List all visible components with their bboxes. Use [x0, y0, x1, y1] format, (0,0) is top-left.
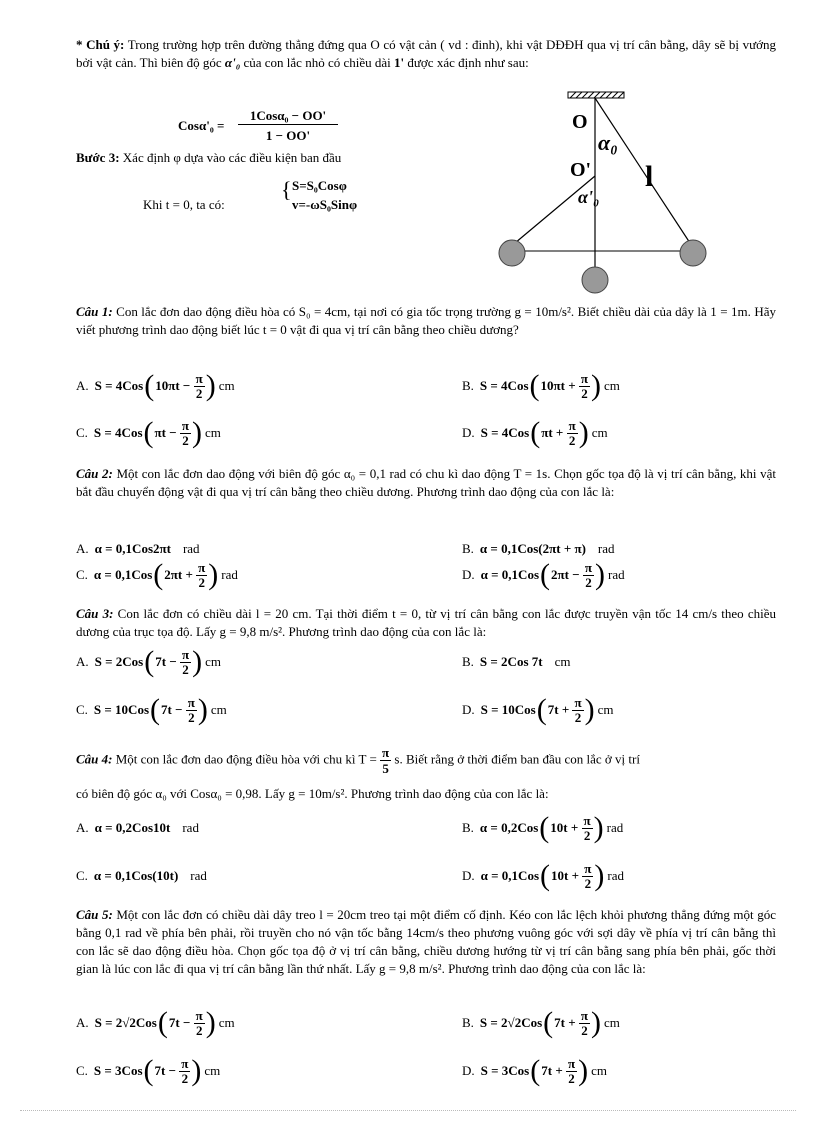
question-4-option-c[interactable] [76, 858, 207, 894]
option-expression: S = 10Cos [93, 702, 150, 717]
option-letter: C. [76, 425, 88, 440]
fraction-numerator: π [181, 646, 190, 662]
option-letter: A. [76, 541, 89, 556]
fraction-numerator: π [187, 694, 195, 710]
initial-eq1: S=S₀Cosφ [292, 178, 347, 193]
fraction-denominator: 2 [195, 385, 203, 401]
question-1-option-c[interactable] [76, 415, 221, 451]
option-inner: πt − [154, 425, 180, 440]
fraction-numerator: π [567, 1055, 576, 1071]
paren-close: ) [595, 558, 605, 591]
fraction-numerator: π [584, 860, 592, 876]
paren-open: ( [540, 859, 551, 892]
step3-text: Xác định φ dựa vào các điều kiện ban đầu [122, 150, 342, 165]
option-letter: D. [462, 425, 475, 440]
fraction-denominator: 2 [585, 574, 592, 590]
option-unit: cm [204, 1063, 221, 1078]
fraction-numerator: π [181, 1055, 189, 1071]
option-expression: S = 10Cos [480, 702, 536, 717]
question-3-text [76, 605, 776, 641]
question-5-option-d[interactable] [462, 1053, 607, 1089]
note-lead: * Chú ý: [76, 37, 125, 52]
option-expression: S = 2√2Cos [94, 1015, 157, 1030]
paren-close: ) [192, 416, 202, 449]
option-fraction [572, 696, 583, 725]
option-unit: cm [210, 702, 227, 717]
option-unit: rad [182, 820, 199, 835]
option-expression: S = 3Cos [480, 1063, 530, 1078]
fraction-numerator: π [195, 370, 203, 386]
initial-eq2: v=-ωS₀Sinφ [292, 197, 358, 212]
question-1-option-d[interactable] [462, 415, 608, 451]
pendulum-diagram [490, 88, 730, 298]
label-alpha0: α₀ [598, 130, 618, 155]
paren-open: ( [529, 369, 540, 402]
question-5-label: Câu 5: [76, 907, 113, 922]
option-unit: cm [591, 425, 608, 440]
paren-close: ) [197, 693, 208, 726]
option-letter: C. [76, 702, 88, 717]
note-paragraph [76, 36, 776, 72]
option-expression: α = 0,1Cos [480, 868, 540, 883]
question-3-option-d[interactable] [462, 692, 614, 728]
paren-open: ( [530, 416, 541, 449]
option-expression: α = 0,2Cos10t [94, 820, 171, 835]
fraction-denominator: 2 [195, 1022, 203, 1038]
question-3-option-b[interactable] [462, 644, 570, 680]
paren-open: ( [143, 1054, 154, 1087]
fraction-numerator: π [574, 694, 582, 710]
option-letter: D. [462, 1063, 475, 1078]
question-4-label: Câu 4: [76, 751, 113, 767]
question-5-body: Một con lắc đơn có chiều dài dây treo l = 20cm treo tại một điểm cố định. Kéo con lắc lệch khỏi phương thẳng đứng một góc bằng 0,1 rad về phía bên phải, rồi truyền cho nó vận tốc bằng 14cm/s theo phương vuông góc với sợi dây về phía vị trí cân bằng thì con lắc sẽ dao động điều hòa. Chọn gốc tọa độ ở vị trí cân bằng, chiều dương hướng từ vị trí cân bằng sang phía bên phải, gốc thời gian là lúc con lắc đi qua vị trí cân bằng lần thứ nhất. Lấy g = 9,8 m/s². Phương trình dao động của con lắc là: [76, 907, 776, 976]
initial-text: Khi t = 0, ta có: [143, 197, 225, 212]
option-unit: cm [205, 425, 221, 440]
label-alpha0-prime: α'₀ [578, 187, 600, 207]
paren-close: ) [578, 1054, 589, 1087]
question-2-option-c[interactable] [76, 557, 238, 593]
option-fraction [582, 862, 593, 891]
option-fraction [196, 561, 207, 590]
long-string [595, 98, 690, 243]
option-expression: α = 0,2Cos [479, 820, 539, 835]
fraction-numerator: π [195, 1007, 203, 1023]
option-unit: cm [218, 1015, 235, 1030]
option-expression: S = 2Cos [94, 654, 144, 669]
fraction-numerator: π [580, 1007, 589, 1023]
option-unit: rad [606, 820, 624, 835]
label-l: l [645, 160, 654, 193]
option-unit: rad [597, 541, 615, 556]
option-unit: rad [607, 868, 624, 883]
fraction-denominator: 2 [182, 661, 189, 677]
cos-formula-lhs: Cosα'₀ = [178, 118, 225, 133]
fraction-denominator: 2 [581, 1022, 588, 1038]
note-text-c: được xác định như sau: [407, 55, 529, 70]
question-1-label: Câu 1: [76, 304, 113, 319]
cos-formula-numerator: 1Cosα₀ − OO' [238, 108, 338, 125]
paren-close: ) [208, 558, 219, 591]
option-unit: cm [205, 654, 221, 669]
option-unit: rad [190, 868, 207, 883]
option-expression: α = 0,1Cos [480, 567, 540, 582]
question-4-text-a: Một con lắc đơn dao động điều hòa với chu kì T = [115, 751, 377, 767]
option-inner: 7t − [155, 654, 180, 669]
question-3-body: Con lắc đơn có chiều dài l = 20 cm. Tại thời điểm t = 0, từ vị trí cân bằng con lắc được truyền vận tốc 14 cm/s theo chiều dương của trục tọa độ. Lấy g = 9,8 m/s². Phương trình dao động của con lắc là: [76, 606, 776, 639]
fraction-denominator: 2 [568, 1070, 575, 1086]
option-unit: cm [218, 378, 235, 393]
option-letter: D. [462, 868, 475, 883]
option-unit: cm [604, 378, 620, 393]
paren-open: ( [153, 558, 164, 591]
question-5-option-c[interactable] [76, 1053, 220, 1089]
note-l-symbol: 1' [394, 55, 405, 70]
question-1-text [76, 303, 776, 339]
paren-close: ) [593, 811, 604, 844]
fraction-numerator: π [198, 559, 206, 575]
paren-close: ) [584, 693, 595, 726]
question-4-period-fraction [380, 745, 391, 776]
option-expression: α = 0,1Cos [93, 567, 153, 582]
paren-open: ( [143, 416, 154, 449]
option-inner: 7t + [541, 1063, 566, 1078]
fraction-numerator: π [580, 370, 588, 386]
fraction-numerator: π [584, 559, 592, 575]
fraction-denominator: 2 [188, 709, 195, 725]
paren-close: ) [594, 859, 605, 892]
left-bob [499, 240, 525, 266]
option-inner: 2πt + [164, 567, 197, 582]
option-fraction [194, 1009, 205, 1038]
option-inner: 7t − [161, 702, 186, 717]
option-letter: B. [462, 541, 474, 556]
label-O: O [572, 111, 588, 133]
paren-close: ) [192, 645, 203, 678]
fraction-numerator: π [568, 417, 576, 433]
question-5-option-b[interactable] [462, 1005, 620, 1041]
paren-open: ( [540, 558, 551, 591]
fraction-denominator: 2 [568, 432, 576, 448]
option-fraction [179, 1057, 190, 1086]
paren-close: ) [578, 416, 589, 449]
question-4-text-b: s. Biết rằng ở thời điểm ban đầu con lắc ở vị trí [394, 751, 640, 767]
fraction-denominator: 2 [584, 875, 592, 891]
question-1-body: Con lắc đơn dao động điều hòa có S₀ = 4cm, tại nơi có gia tốc trọng trường g = 10m/s². Biết chiều dài của dây là 1 = 1m. Hãy viết phương trình dao động biết lúc t = 0 vật đi qua vị trí cân bằng theo chiều dương? [76, 304, 777, 337]
option-expression: α = 0,1Cos(2πt + π) [479, 541, 586, 556]
option-inner: 7t − [154, 1063, 180, 1078]
note-text-b: của con lắc nhỏ có chiều dài [243, 55, 391, 70]
option-letter: A. [76, 820, 89, 835]
question-4-option-b[interactable] [462, 810, 623, 846]
option-letter: B. [462, 378, 474, 393]
paren-open: ( [157, 1006, 168, 1039]
option-expression: S = 4Cos [94, 378, 144, 393]
option-fraction [582, 814, 593, 843]
note-alpha-symbol: α'₀ [224, 55, 241, 70]
page-bottom-divider [20, 1110, 796, 1111]
option-expression: S = 4Cos [480, 425, 530, 440]
option-inner: 10t + [551, 868, 583, 883]
paren-close: ) [591, 1006, 602, 1039]
option-expression: S = 3Cos [93, 1063, 143, 1078]
center-bob [582, 267, 608, 293]
option-expression: S = 4Cos [479, 378, 529, 393]
option-expression: S = 2√2Cos [479, 1015, 543, 1030]
option-letter: C. [76, 1063, 88, 1078]
question-4-option-a[interactable] [76, 810, 199, 846]
cos-formula-denominator: 1 − OO' [265, 128, 311, 143]
option-expression: α = 0,1Cos2πt [94, 541, 171, 556]
fraction-denominator: 2 [181, 1070, 189, 1086]
paren-open: ( [539, 811, 550, 844]
paren-open: ( [144, 369, 155, 402]
paren-open: ( [543, 1006, 554, 1039]
paren-open: ( [536, 693, 547, 726]
option-fraction [579, 1009, 590, 1038]
option-fraction [579, 372, 590, 401]
option-letter: C. [76, 868, 88, 883]
option-fraction [567, 419, 578, 448]
question-2-label: Câu 2: [76, 466, 113, 481]
option-inner: 2πt − [551, 567, 583, 582]
question-4-text-c: có biên độ góc α₀ với Cosα₀ = 0,98. Lấy g = 10m/s². Phương trình dao động của con lắc là: [76, 786, 549, 801]
question-5-option-a[interactable] [76, 1005, 235, 1041]
question-4-period-den: 5 [382, 761, 389, 776]
option-expression: α = 0,1Cos(10t) [93, 868, 179, 883]
step3-label: Bước 3: [76, 150, 120, 165]
step3-line [76, 149, 341, 167]
option-letter: B. [462, 1015, 474, 1030]
paren-close: ) [205, 1006, 216, 1039]
option-fraction [194, 372, 205, 401]
question-2-option-d[interactable] [462, 557, 625, 593]
option-unit: rad [608, 567, 625, 582]
paren-close: ) [591, 369, 601, 402]
question-5-text [76, 906, 776, 978]
option-letter: B. [462, 654, 474, 669]
option-inner: 7t − [168, 1015, 194, 1030]
option-expression: S = 2Cos 7t [479, 654, 543, 669]
option-inner: 10πt − [155, 378, 194, 393]
option-unit: rad [221, 567, 238, 582]
question-2-body: Một con lắc đơn dao động với biên độ góc α₀ = 0,1 rad có chu kì dao động T = 1s. Chọn gốc tọa độ là vị trí cân bằng, khi vật bắt đầu chuyển động vật đi qua vị trí cân bằng theo chiều dương. Phương trình dao động của con lắc là: [76, 466, 777, 499]
paren-open: ( [530, 1054, 541, 1087]
option-letter: A. [76, 654, 89, 669]
option-inner: πt + [541, 425, 567, 440]
brace-icon: { [281, 177, 292, 202]
fraction-denominator: 2 [581, 385, 588, 401]
option-fraction [180, 419, 191, 448]
fraction-numerator: π [181, 417, 189, 433]
option-unit: cm [554, 654, 571, 669]
option-inner: 7t + [554, 1015, 579, 1030]
option-letter: A. [76, 378, 89, 393]
question-2-text [76, 465, 776, 501]
option-fraction [566, 1057, 577, 1086]
option-letter: D. [462, 567, 475, 582]
fraction-denominator: 2 [574, 709, 582, 725]
option-unit: cm [591, 1063, 607, 1078]
label-O-prime: O' [570, 159, 592, 181]
question-1-option-b[interactable] [462, 368, 620, 404]
option-inner: 10t + [550, 820, 582, 835]
right-bob [680, 240, 706, 266]
option-fraction [583, 561, 594, 590]
option-unit: rad [182, 541, 200, 556]
question-4-option-d[interactable] [462, 858, 624, 894]
option-fraction [180, 648, 191, 677]
option-letter: B. [462, 820, 474, 835]
option-inner: 7t + [547, 702, 573, 717]
paren-close: ) [205, 369, 216, 402]
option-letter: A. [76, 1015, 89, 1030]
option-fraction [186, 696, 197, 725]
option-unit: cm [604, 1015, 620, 1030]
question-3-label: Câu 3: [76, 606, 114, 621]
option-unit: cm [597, 702, 614, 717]
note-text-a: Trong trường hợp trên đường thẳng đứng qua O có vật cản ( vd : đinh), khi vật DĐĐH qua vị trí cân bằng, dây sẽ bị vướng bởi vật cản. Thì biên độ góc [76, 37, 776, 70]
question-4-line1 [76, 745, 776, 776]
fraction-denominator: 2 [583, 827, 591, 843]
paren-close: ) [191, 1054, 202, 1087]
question-3-option-a[interactable] [76, 644, 221, 680]
option-letter: C. [76, 567, 88, 582]
question-4-period-num: π [382, 745, 390, 760]
question-3-option-c[interactable] [76, 692, 227, 728]
paren-open: ( [150, 693, 161, 726]
option-inner: 10πt + [540, 378, 579, 393]
fraction-denominator: 2 [182, 432, 189, 448]
option-expression: S = 4Cos [93, 425, 143, 440]
question-1-option-a[interactable] [76, 368, 235, 404]
paren-open: ( [144, 645, 155, 678]
fraction-numerator: π [583, 812, 591, 828]
option-letter: D. [462, 702, 475, 717]
fraction-denominator: 2 [198, 574, 205, 590]
